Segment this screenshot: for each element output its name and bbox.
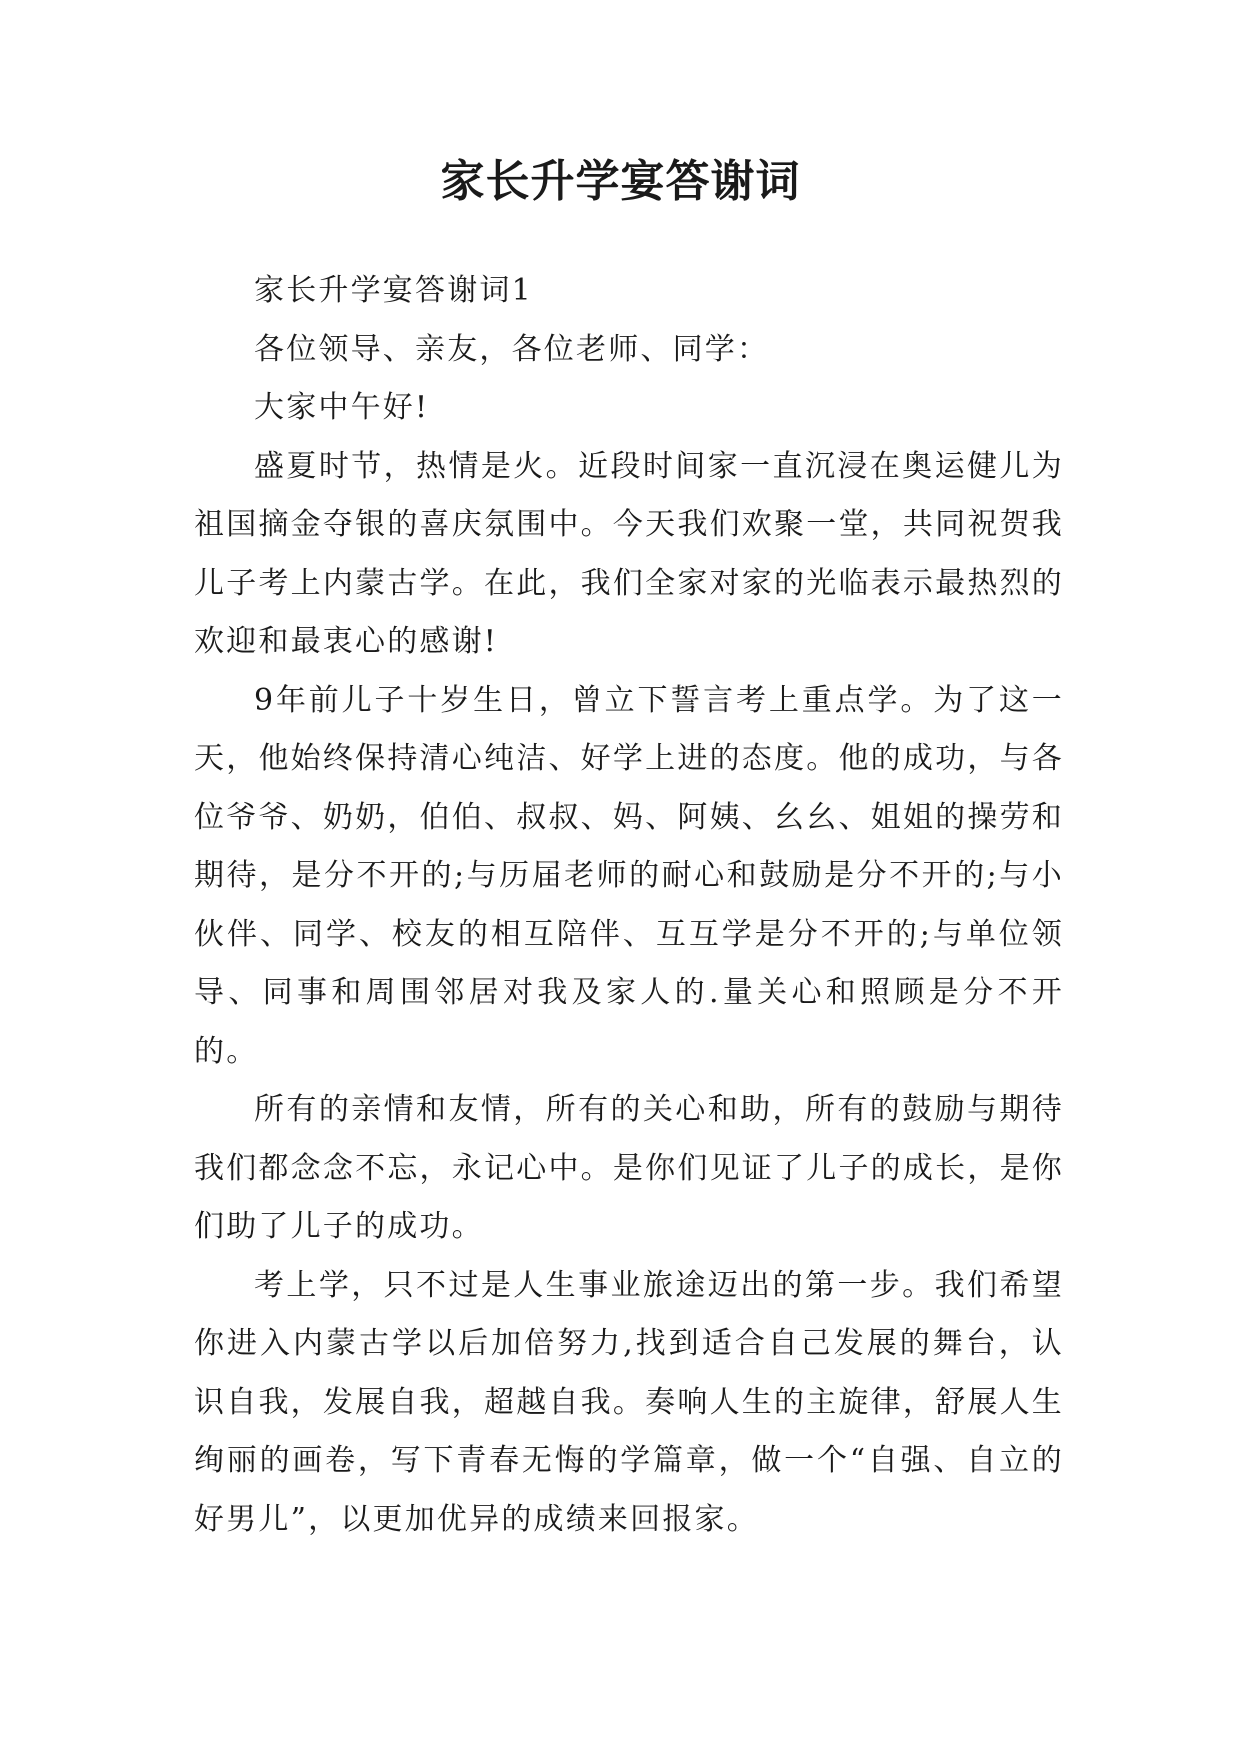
section-heading: 家长升学宴答谢词1 — [254, 273, 533, 308]
body-paragraph: 所有的亲情和友情，所有的关心和助，所有的鼓励与期待我们都念念不忘，永记心中。是你们见证了儿子的成长，是你们助了儿子的成功。 — [194, 1092, 1064, 1244]
salutation: 各位领导、亲友，各位老师、同学： — [254, 331, 770, 367]
document-title: 家长升学宴答谢词 — [440, 156, 801, 207]
document-body — [194, 262, 1064, 1549]
body-paragraph: 盛夏时节，热情是火。近段时间家一直沉浸在奥运健儿为祖国摘金夺银的喜庆氛围中。今天我们欢聚一堂，共同祝贺我儿子考上内蒙古学。在此，我们全家对家的光临表示最热烈的欢迎和最衷心的感谢! — [194, 448, 1064, 659]
body-paragraph: 9年前儿子十岁生日，曾立下誓言考上重点学。为了这一天，他始终保持清心纯洁、好学上进的态度。他的成功，与各位爷爷、奶奶，伯伯、叔叔、妈、阿姨、幺幺、姐姐的操劳和期待，是分不开的;与历届老师的耐心和鼓励是分不开的;与小伙伴、同学、校友的相互陪伴、互互学是分不开的;与单位领导、同事和周围邻居对我及家人的.量关心和照顾是分不开的。 — [194, 682, 1064, 1069]
body-paragraph: 考上学，只不过是人生事业旅途迈出的第一步。我们希望你进入内蒙古学以后加倍努力,找到适合自己发展的舞台，认识自我，发展自我，超越自我。奏响人生的主旋律，舒展人生绚丽的画卷，写下青春无悔的学篇章，做一个“自强、自立的好男儿”，以更加优异的成绩来回报家。 — [194, 1267, 1064, 1537]
greeting: 大家中午好! — [254, 390, 430, 425]
